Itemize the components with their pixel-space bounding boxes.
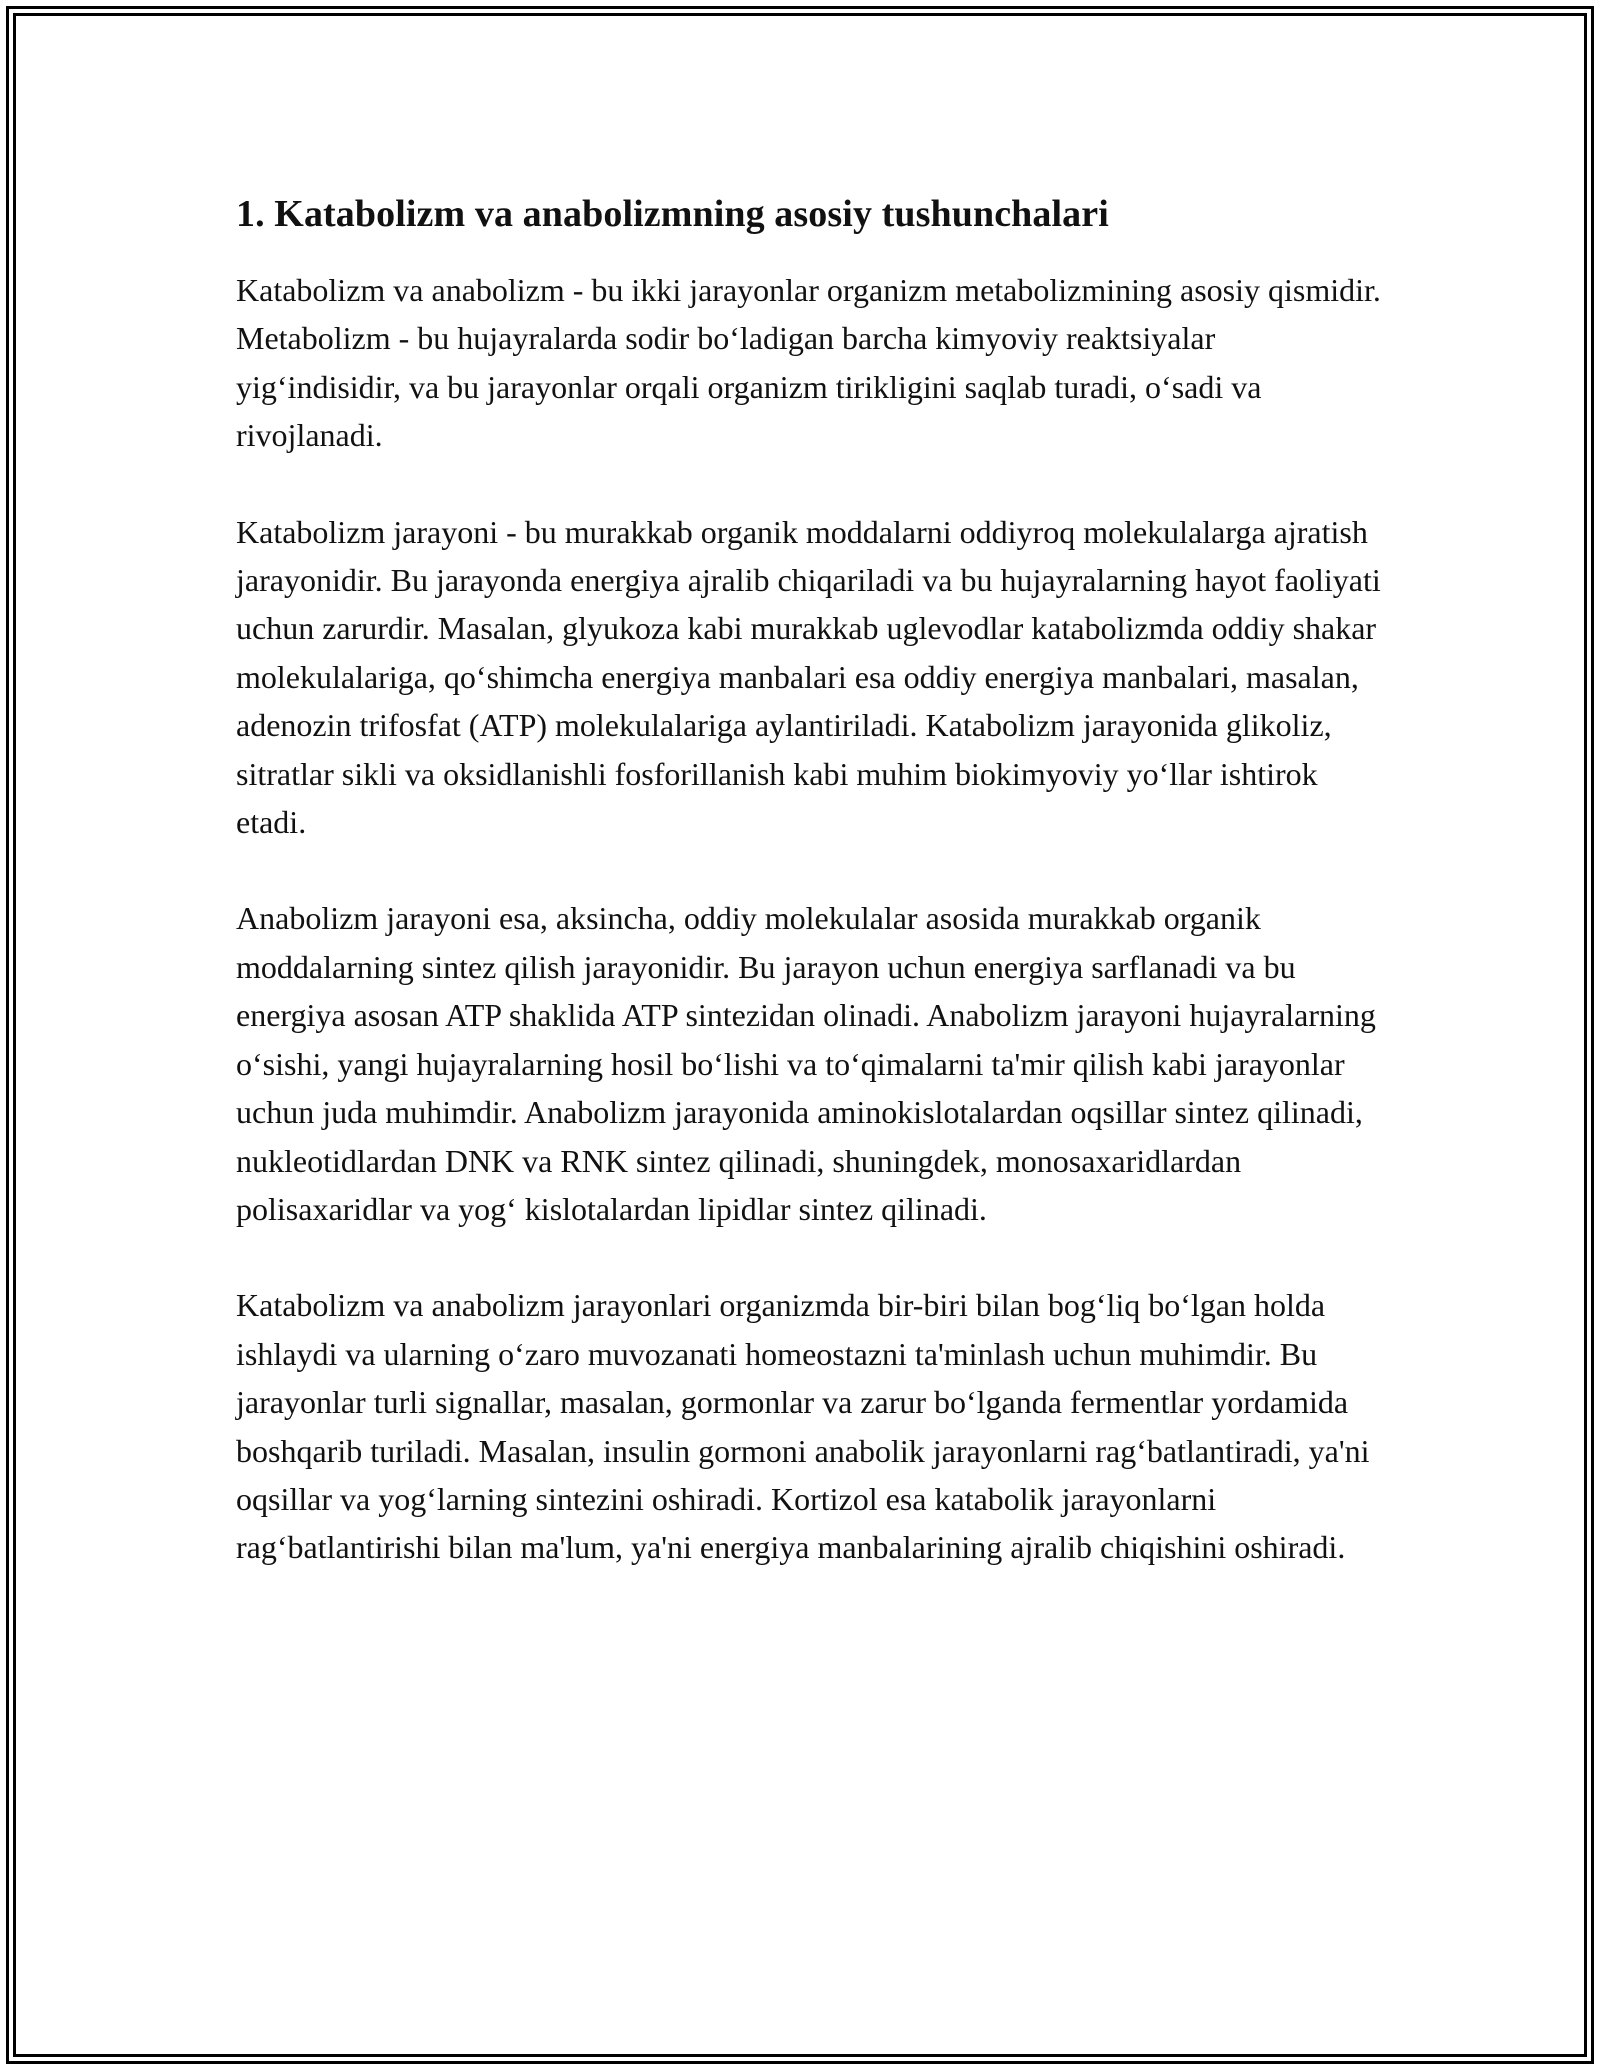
document-body [236,186,1384,1572]
paragraph-catabolism: Katabolizm jarayoni - bu murakkab organik moddalarni oddiyroq molekulalarga ajratish jarayonidir. Bu jarayonda energiya ajralib chiqariladi va bu hujayralarning hayot faoliyati uchun zarurdir. Masalan, glyukoza kabi murakkab uglevodlar katabolizmda oddiy shakar molekulalariga, qo‘shimcha energiya manbalari esa oddiy energiya manbalari, masalan, adenozin trifosfat (ATP) molekulalariga aylantiriladi. Katabolizm jarayonida glikoliz, sitratlar sikli va oksidlanishli fosforillanish kabi muhim biokimyoviy yo‘llar ishtirok etadi. [236,513,1381,841]
section-heading: 1. Katabolizm va anabolizmning asosiy tushunchalari [236,193,1109,235]
paragraph-intro: Katabolizm va anabolizm - bu ikki jarayonlar organizm metabolizmining asosiy qismidir. Metabolizm - bu hujayralarda sodir bo‘ladigan barcha kimyoviy reaktsiyalar yig‘indisidir, va bu jarayonlar orqali organizm tirikligini saqlab turadi, o‘sadi va rivojlanadi. [236,272,1381,454]
paragraph-anabolism: Anabolizm jarayoni esa, aksincha, oddiy molekulalar asosida murakkab organik moddalarning sintez qilish jarayonidir. Bu jarayon uchun energiya sarflanadi va bu energiya asosan ATP shaklida ATP sintezidan olinadi. Anabolizm jarayoni hujayralarning o‘sishi, yangi hujayralarning hosil bo‘lishi va to‘qimalarni ta'mir qilish kabi jarayonlar uchun juda muhimdir. Anabolizm jarayonida aminokislotalardan oqsillar sintez qilinadi, nukleotidlardan DNK va RNK sintez qilinadi, shuningdek, monosaxaridlardan polisaxaridlar va yog‘ kislotalardan lipidlar sintez qilinadi. [236,900,1376,1227]
paragraph-regulation: Katabolizm va anabolizm jarayonlari organizmda bir-biri bilan bog‘liq bo‘lgan holda ishlaydi va ularning o‘zaro muvozanati homeostazni ta'minlash uchun muhimdir. Bu jarayonlar turli signallar, masalan, gormonlar va zarur bo‘lganda fermentlar yordamida boshqarib turiladi. Masalan, insulin gormoni anabolik jarayonlarni rag‘batlantiradi, ya'ni oqsillar va yog‘larning sintezini oshiradi. Kortizol esa katabolik jarayonlarni rag‘batlantirishi bilan ma'lum, ya'ni energiya manbalarining ajralib chiqishini oshiradi. [236,1287,1370,1566]
